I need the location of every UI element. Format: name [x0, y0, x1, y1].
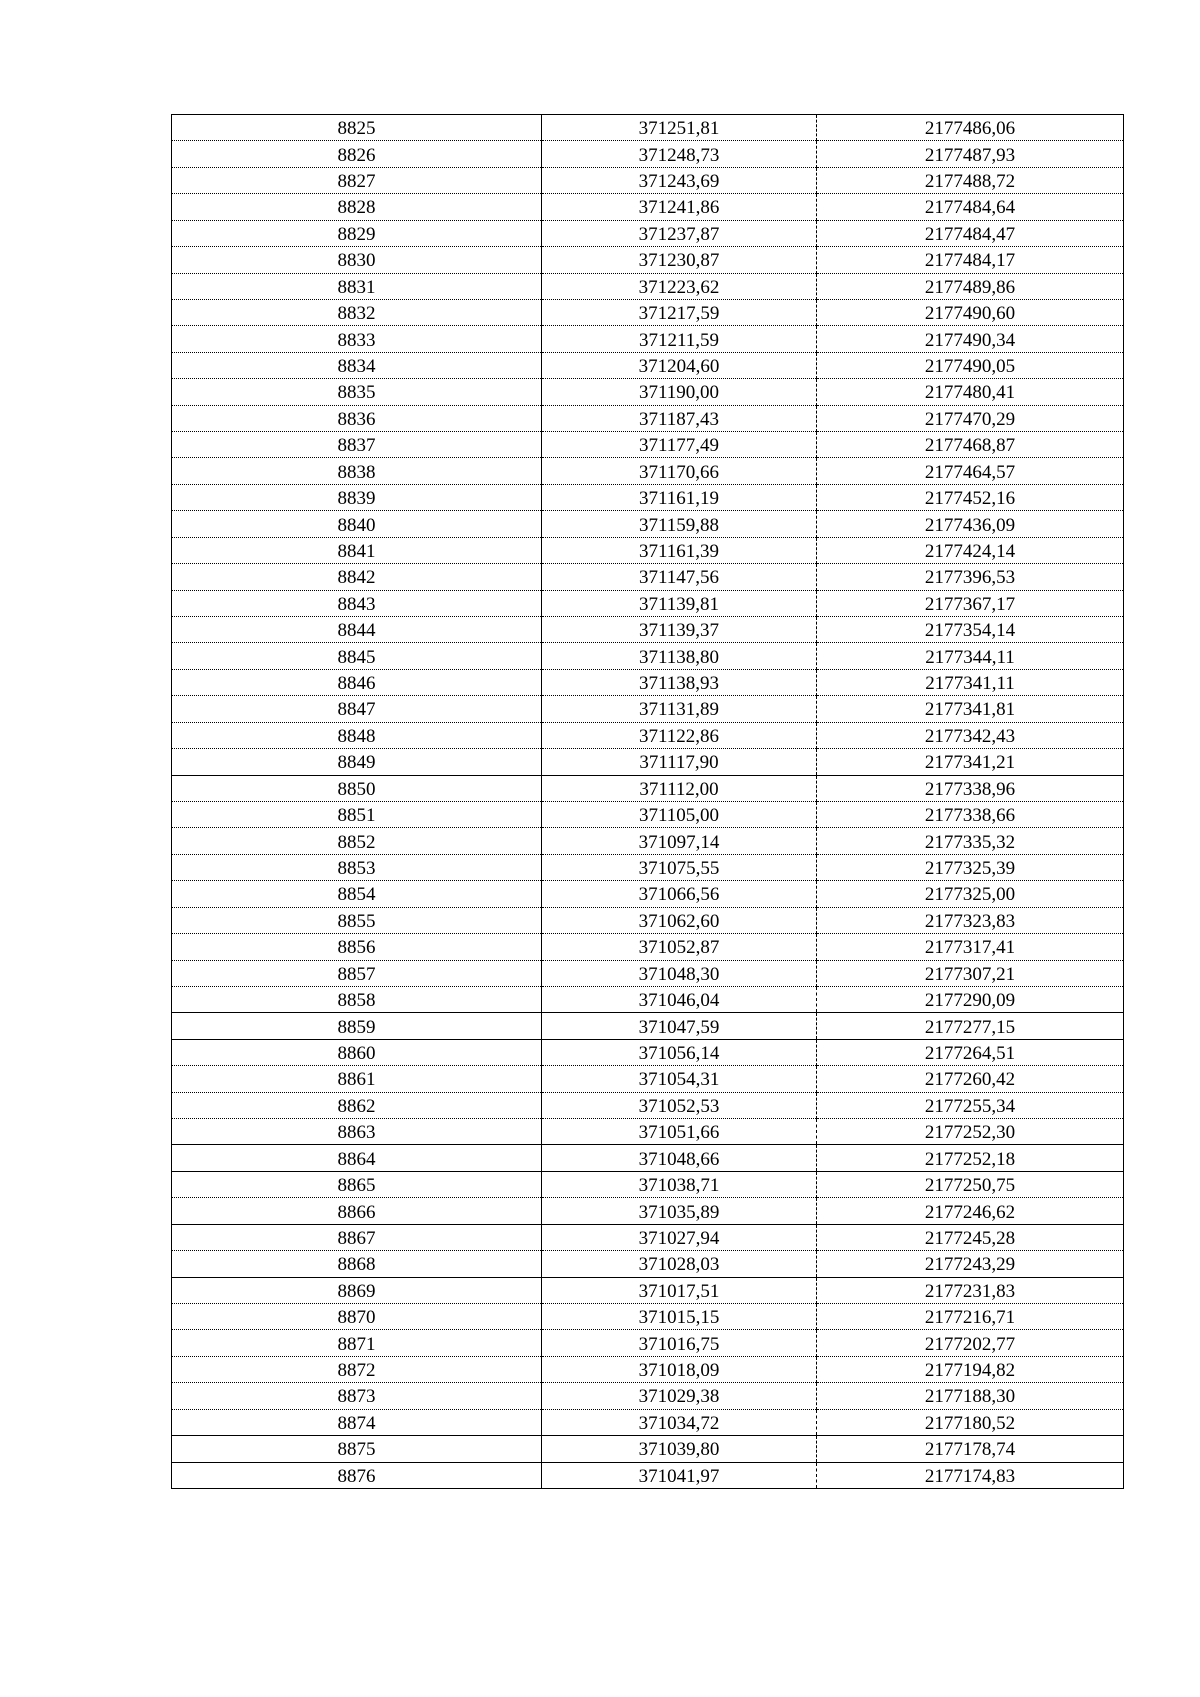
table-row [172, 1436, 1124, 1462]
point-number-cell: 8854 [172, 881, 542, 907]
point-number-cell: 8830 [172, 247, 542, 273]
x-coordinate-cell: 371204,60 [542, 352, 817, 378]
point-number-cell: 8833 [172, 326, 542, 352]
table-row [172, 537, 1124, 563]
point-number-cell: 8841 [172, 537, 542, 563]
table-row [172, 960, 1124, 986]
point-number-cell: 8853 [172, 854, 542, 880]
y-coordinate-cell: 2177252,18 [817, 1145, 1124, 1171]
y-coordinate-cell: 2177341,11 [817, 669, 1124, 695]
point-number-cell: 8871 [172, 1330, 542, 1356]
y-coordinate-cell: 2177484,64 [817, 194, 1124, 220]
table-row [172, 167, 1124, 193]
y-coordinate-cell: 2177490,05 [817, 352, 1124, 378]
table-row [172, 405, 1124, 431]
table-row [172, 775, 1124, 801]
x-coordinate-cell: 371147,56 [542, 564, 817, 590]
point-number-cell: 8832 [172, 299, 542, 325]
y-coordinate-cell: 2177178,74 [817, 1436, 1124, 1462]
point-number-cell: 8837 [172, 432, 542, 458]
x-coordinate-cell: 371139,37 [542, 617, 817, 643]
x-coordinate-cell: 371097,14 [542, 828, 817, 854]
table-row [172, 828, 1124, 854]
y-coordinate-cell: 2177468,87 [817, 432, 1124, 458]
y-coordinate-cell: 2177260,42 [817, 1066, 1124, 1092]
table-row [172, 643, 1124, 669]
point-number-cell: 8851 [172, 801, 542, 827]
table-row [172, 696, 1124, 722]
point-number-cell: 8826 [172, 141, 542, 167]
coordinates-table-body [172, 115, 1124, 1489]
x-coordinate-cell: 371177,49 [542, 432, 817, 458]
y-coordinate-cell: 2177470,29 [817, 405, 1124, 431]
x-coordinate-cell: 371041,97 [542, 1462, 817, 1488]
table-row [172, 1119, 1124, 1145]
point-number-cell: 8850 [172, 775, 542, 801]
y-coordinate-cell: 2177194,82 [817, 1356, 1124, 1382]
point-number-cell: 8859 [172, 1013, 542, 1039]
table-row [172, 1383, 1124, 1409]
y-coordinate-cell: 2177255,34 [817, 1092, 1124, 1118]
table-row [172, 1145, 1124, 1171]
point-number-cell: 8825 [172, 115, 542, 141]
point-number-cell: 8872 [172, 1356, 542, 1382]
point-number-cell: 8875 [172, 1436, 542, 1462]
y-coordinate-cell: 2177174,83 [817, 1462, 1124, 1488]
table-row [172, 722, 1124, 748]
point-number-cell: 8848 [172, 722, 542, 748]
x-coordinate-cell: 371159,88 [542, 511, 817, 537]
table-row [172, 1039, 1124, 1065]
x-coordinate-cell: 371122,86 [542, 722, 817, 748]
y-coordinate-cell: 2177323,83 [817, 907, 1124, 933]
y-coordinate-cell: 2177188,30 [817, 1383, 1124, 1409]
table-row [172, 881, 1124, 907]
table-row [172, 1277, 1124, 1303]
x-coordinate-cell: 371038,71 [542, 1171, 817, 1197]
table-row [172, 986, 1124, 1012]
y-coordinate-cell: 2177246,62 [817, 1198, 1124, 1224]
point-number-cell: 8867 [172, 1224, 542, 1250]
point-number-cell: 8840 [172, 511, 542, 537]
table-row [172, 247, 1124, 273]
table-row [172, 669, 1124, 695]
x-coordinate-cell: 371054,31 [542, 1066, 817, 1092]
table-row [172, 511, 1124, 537]
point-number-cell: 8849 [172, 749, 542, 775]
table-row [172, 1013, 1124, 1039]
table-row [172, 141, 1124, 167]
x-coordinate-cell: 371015,15 [542, 1303, 817, 1329]
point-number-cell: 8839 [172, 484, 542, 510]
table-row [172, 749, 1124, 775]
point-number-cell: 8858 [172, 986, 542, 1012]
point-number-cell: 8831 [172, 273, 542, 299]
point-number-cell: 8828 [172, 194, 542, 220]
table-row [172, 1303, 1124, 1329]
point-number-cell: 8843 [172, 590, 542, 616]
x-coordinate-cell: 371230,87 [542, 247, 817, 273]
y-coordinate-cell: 2177490,34 [817, 326, 1124, 352]
point-number-cell: 8847 [172, 696, 542, 722]
table-row [172, 220, 1124, 246]
y-coordinate-cell: 2177307,21 [817, 960, 1124, 986]
y-coordinate-cell: 2177488,72 [817, 167, 1124, 193]
point-number-cell: 8873 [172, 1383, 542, 1409]
x-coordinate-cell: 371223,62 [542, 273, 817, 299]
y-coordinate-cell: 2177325,39 [817, 854, 1124, 880]
x-coordinate-cell: 371211,59 [542, 326, 817, 352]
y-coordinate-cell: 2177243,29 [817, 1251, 1124, 1277]
table-row [172, 1356, 1124, 1382]
y-coordinate-cell: 2177290,09 [817, 986, 1124, 1012]
x-coordinate-cell: 371075,55 [542, 854, 817, 880]
x-coordinate-cell: 371056,14 [542, 1039, 817, 1065]
y-coordinate-cell: 2177250,75 [817, 1171, 1124, 1197]
y-coordinate-cell: 2177424,14 [817, 537, 1124, 563]
table-row [172, 564, 1124, 590]
y-coordinate-cell: 2177245,28 [817, 1224, 1124, 1250]
y-coordinate-cell: 2177341,81 [817, 696, 1124, 722]
table-row [172, 1330, 1124, 1356]
table-row [172, 326, 1124, 352]
point-number-cell: 8852 [172, 828, 542, 854]
y-coordinate-cell: 2177486,06 [817, 115, 1124, 141]
point-number-cell: 8829 [172, 220, 542, 246]
table-row [172, 1092, 1124, 1118]
x-coordinate-cell: 371161,19 [542, 484, 817, 510]
y-coordinate-cell: 2177338,96 [817, 775, 1124, 801]
x-coordinate-cell: 371052,87 [542, 934, 817, 960]
table-row [172, 1462, 1124, 1488]
point-number-cell: 8845 [172, 643, 542, 669]
x-coordinate-cell: 371016,75 [542, 1330, 817, 1356]
x-coordinate-cell: 371028,03 [542, 1251, 817, 1277]
point-number-cell: 8844 [172, 617, 542, 643]
x-coordinate-cell: 371217,59 [542, 299, 817, 325]
y-coordinate-cell: 2177344,11 [817, 643, 1124, 669]
x-coordinate-cell: 371034,72 [542, 1409, 817, 1435]
x-coordinate-cell: 371017,51 [542, 1277, 817, 1303]
x-coordinate-cell: 371190,00 [542, 379, 817, 405]
table-row [172, 432, 1124, 458]
table-row [172, 194, 1124, 220]
x-coordinate-cell: 371138,93 [542, 669, 817, 695]
table-row [172, 484, 1124, 510]
table-row [172, 352, 1124, 378]
coordinates-table [171, 114, 1124, 1489]
point-number-cell: 8869 [172, 1277, 542, 1303]
y-coordinate-cell: 2177490,60 [817, 299, 1124, 325]
x-coordinate-cell: 371051,66 [542, 1119, 817, 1145]
y-coordinate-cell: 2177317,41 [817, 934, 1124, 960]
table-row [172, 1409, 1124, 1435]
point-number-cell: 8834 [172, 352, 542, 378]
x-coordinate-cell: 371046,04 [542, 986, 817, 1012]
y-coordinate-cell: 2177277,15 [817, 1013, 1124, 1039]
point-number-cell: 8861 [172, 1066, 542, 1092]
x-coordinate-cell: 371243,69 [542, 167, 817, 193]
y-coordinate-cell: 2177354,14 [817, 617, 1124, 643]
point-number-cell: 8836 [172, 405, 542, 431]
table-row [172, 854, 1124, 880]
point-number-cell: 8863 [172, 1119, 542, 1145]
x-coordinate-cell: 371052,53 [542, 1092, 817, 1118]
table-row [172, 590, 1124, 616]
y-coordinate-cell: 2177484,47 [817, 220, 1124, 246]
x-coordinate-cell: 371251,81 [542, 115, 817, 141]
point-number-cell: 8866 [172, 1198, 542, 1224]
point-number-cell: 8874 [172, 1409, 542, 1435]
table-row [172, 458, 1124, 484]
x-coordinate-cell: 371066,56 [542, 881, 817, 907]
table-row [172, 617, 1124, 643]
table-row [172, 907, 1124, 933]
point-number-cell: 8870 [172, 1303, 542, 1329]
table-row [172, 1066, 1124, 1092]
y-coordinate-cell: 2177264,51 [817, 1039, 1124, 1065]
y-coordinate-cell: 2177489,86 [817, 273, 1124, 299]
x-coordinate-cell: 371138,80 [542, 643, 817, 669]
x-coordinate-cell: 371048,30 [542, 960, 817, 986]
point-number-cell: 8856 [172, 934, 542, 960]
y-coordinate-cell: 2177335,32 [817, 828, 1124, 854]
y-coordinate-cell: 2177338,66 [817, 801, 1124, 827]
x-coordinate-cell: 371039,80 [542, 1436, 817, 1462]
x-coordinate-cell: 371047,59 [542, 1013, 817, 1039]
x-coordinate-cell: 371241,86 [542, 194, 817, 220]
table-row [172, 1251, 1124, 1277]
y-coordinate-cell: 2177342,43 [817, 722, 1124, 748]
y-coordinate-cell: 2177252,30 [817, 1119, 1124, 1145]
x-coordinate-cell: 371048,66 [542, 1145, 817, 1171]
y-coordinate-cell: 2177480,41 [817, 379, 1124, 405]
point-number-cell: 8846 [172, 669, 542, 695]
x-coordinate-cell: 371035,89 [542, 1198, 817, 1224]
x-coordinate-cell: 371161,39 [542, 537, 817, 563]
x-coordinate-cell: 371027,94 [542, 1224, 817, 1250]
table-row [172, 934, 1124, 960]
point-number-cell: 8865 [172, 1171, 542, 1197]
point-number-cell: 8838 [172, 458, 542, 484]
point-number-cell: 8835 [172, 379, 542, 405]
y-coordinate-cell: 2177396,53 [817, 564, 1124, 590]
table-row [172, 1171, 1124, 1197]
y-coordinate-cell: 2177341,21 [817, 749, 1124, 775]
x-coordinate-cell: 371117,90 [542, 749, 817, 775]
y-coordinate-cell: 2177464,57 [817, 458, 1124, 484]
y-coordinate-cell: 2177487,93 [817, 141, 1124, 167]
point-number-cell: 8860 [172, 1039, 542, 1065]
x-coordinate-cell: 371170,66 [542, 458, 817, 484]
x-coordinate-cell: 371139,81 [542, 590, 817, 616]
x-coordinate-cell: 371029,38 [542, 1383, 817, 1409]
y-coordinate-cell: 2177202,77 [817, 1330, 1124, 1356]
table-row [172, 1224, 1124, 1250]
table-row [172, 273, 1124, 299]
point-number-cell: 8862 [172, 1092, 542, 1118]
table-row [172, 299, 1124, 325]
y-coordinate-cell: 2177180,52 [817, 1409, 1124, 1435]
table-row [172, 801, 1124, 827]
point-number-cell: 8842 [172, 564, 542, 590]
y-coordinate-cell: 2177436,09 [817, 511, 1124, 537]
y-coordinate-cell: 2177367,17 [817, 590, 1124, 616]
y-coordinate-cell: 2177216,71 [817, 1303, 1124, 1329]
y-coordinate-cell: 2177452,16 [817, 484, 1124, 510]
table-row [172, 115, 1124, 141]
x-coordinate-cell: 371237,87 [542, 220, 817, 246]
point-number-cell: 8857 [172, 960, 542, 986]
point-number-cell: 8876 [172, 1462, 542, 1488]
x-coordinate-cell: 371248,73 [542, 141, 817, 167]
x-coordinate-cell: 371187,43 [542, 405, 817, 431]
point-number-cell: 8855 [172, 907, 542, 933]
y-coordinate-cell: 2177484,17 [817, 247, 1124, 273]
y-coordinate-cell: 2177325,00 [817, 881, 1124, 907]
x-coordinate-cell: 371112,00 [542, 775, 817, 801]
point-number-cell: 8864 [172, 1145, 542, 1171]
table-row [172, 379, 1124, 405]
point-number-cell: 8868 [172, 1251, 542, 1277]
x-coordinate-cell: 371018,09 [542, 1356, 817, 1382]
y-coordinate-cell: 2177231,83 [817, 1277, 1124, 1303]
x-coordinate-cell: 371105,00 [542, 801, 817, 827]
x-coordinate-cell: 371062,60 [542, 907, 817, 933]
table-row [172, 1198, 1124, 1224]
point-number-cell: 8827 [172, 167, 542, 193]
x-coordinate-cell: 371131,89 [542, 696, 817, 722]
